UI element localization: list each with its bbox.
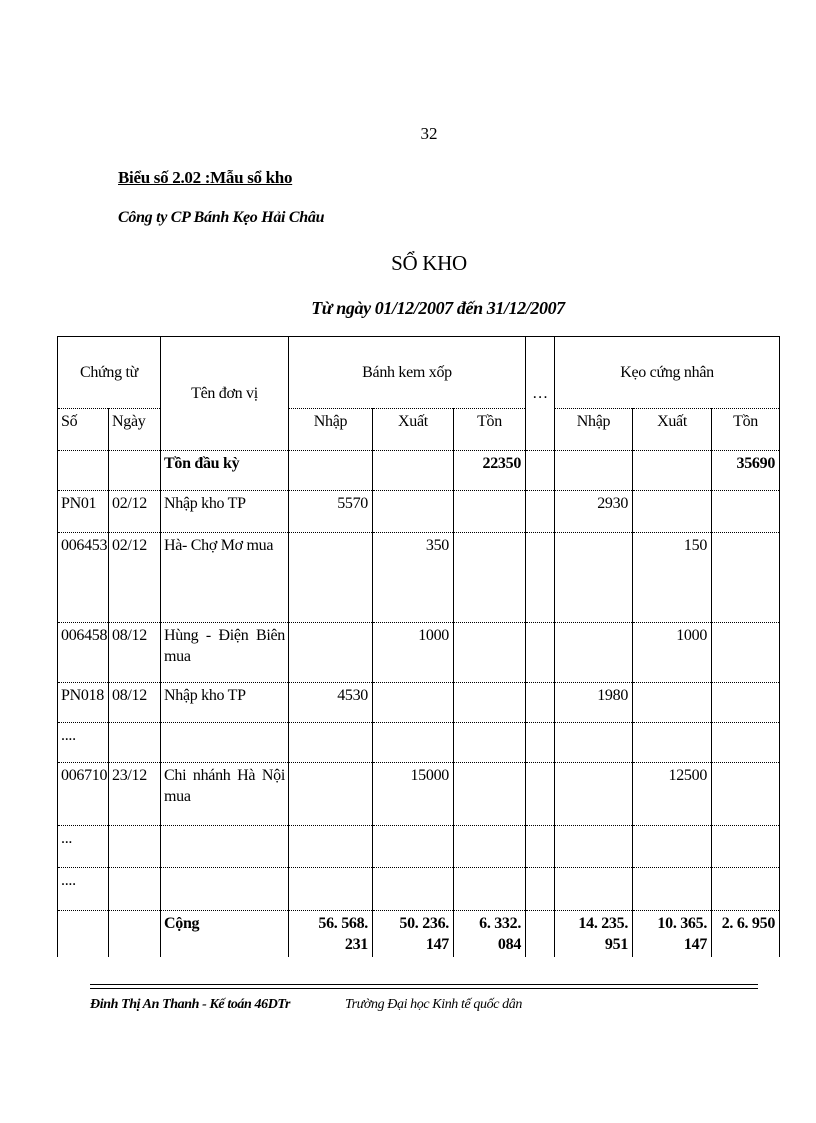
period-range: Từ ngày 01/12/2007 đến 31/12/2007 (311, 298, 565, 318)
total-p2-in: 14. 235. 951 (555, 911, 633, 958)
table-row: PN01 02/12 Nhập kho TP 5570 2930 (58, 491, 780, 533)
header-p1-out: Xuất (373, 409, 454, 451)
total-p1-out: 50. 236. 147 (373, 911, 454, 958)
company-name: Công ty CP Bánh Kẹo Hải Châu (118, 209, 325, 226)
page-number: 32 (420, 124, 438, 143)
header-unit-name: Tên đơn vị (161, 337, 289, 451)
document-title: SỔ KHO (391, 251, 467, 275)
table-row: .... (58, 868, 780, 911)
footer-divider-bottom (90, 988, 758, 989)
footer-school: Trường Đại học Kinh tế quốc dân (345, 997, 522, 1012)
header-ellipsis: … (526, 337, 555, 451)
opening-label: Tồn đầu kỳ (161, 451, 289, 491)
table-row: .... (58, 723, 780, 763)
header-p1-balance: Tồn (454, 409, 526, 451)
header-p2-balance: Tồn (712, 409, 780, 451)
total-row (58, 911, 780, 958)
table-row: PN018 08/12 Nhập kho TP 4530 1980 (58, 683, 780, 723)
footer-divider-top (90, 984, 758, 985)
header-p2-out: Xuất (633, 409, 712, 451)
table-row: ... (58, 826, 780, 868)
stock-ledger-table (57, 336, 780, 957)
opening-p2-balance: 35690 (712, 451, 780, 491)
table-row: 006453 02/12 Hà- Chợ Mơ mua 350 150 (58, 533, 780, 623)
header-voucher: Chứng từ (58, 337, 161, 409)
total-p1-balance: 6. 332. 084 (454, 911, 526, 958)
header-product-1: Bánh kem xốp (289, 337, 526, 409)
header-number: Số (58, 409, 109, 451)
header-p2-in: Nhập (555, 409, 633, 451)
total-p2-balance: 2. 6. 950 (712, 911, 780, 958)
opening-p1-balance: 22350 (454, 451, 526, 491)
header-p1-in: Nhập (289, 409, 373, 451)
form-label: Biểu số 2.02 :Mẫu sổ kho (118, 168, 293, 187)
header-product-2: Kẹo cứng nhân (555, 337, 780, 409)
header-date: Ngày (109, 409, 161, 451)
table-row: 006710 23/12 Chi nhánh Hà Nội mua 15000 12500 (58, 763, 780, 826)
total-p2-out: 10. 365. 147 (633, 911, 712, 958)
total-p1-in: 56. 568. 231 (289, 911, 373, 958)
table-row: 006458 08/12 Hùng - Điện Biên mua 1000 1000 (58, 623, 780, 683)
footer-author: Đinh Thị An Thanh - Kế toán 46DTr (90, 997, 291, 1012)
total-label: Cộng (161, 911, 289, 958)
